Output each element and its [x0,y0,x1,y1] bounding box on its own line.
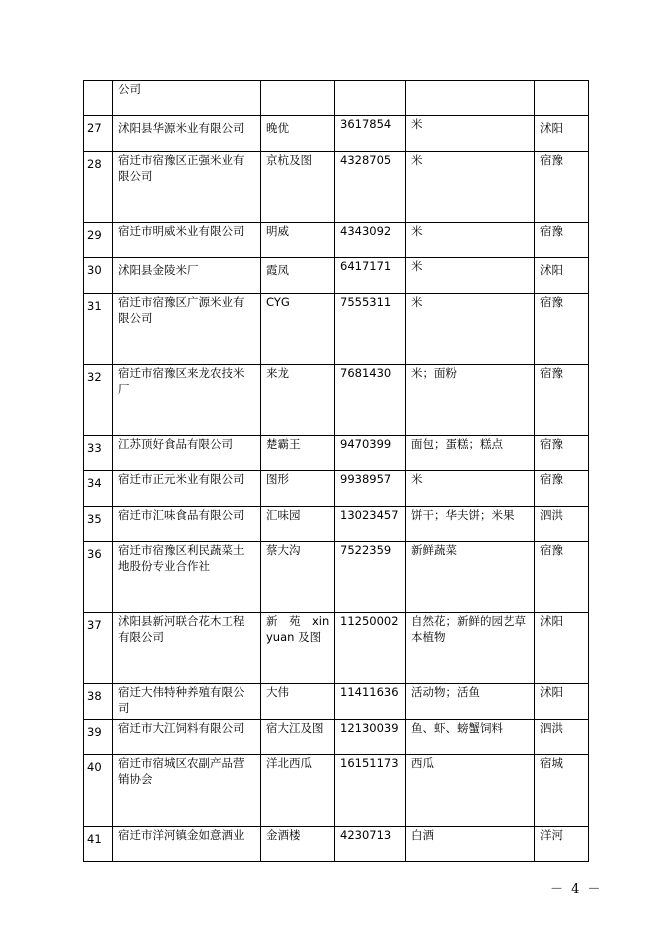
company-name: 宿迁市宿豫区来龙农技米 厂 [113,365,261,436]
goods: 新鲜蔬菜 [406,542,535,613]
region: 泗洪 [535,720,589,755]
row-number: 35 [84,507,113,542]
row-number [84,81,113,116]
trademark: 霞凤 [261,258,335,294]
trademark: 来龙 [261,365,335,436]
company-name: 宿迁市大江饲料有限公司 [113,720,261,755]
table-row [84,294,589,365]
goods: 米 [406,152,535,223]
goods: 西瓜 [406,755,535,827]
trademark: 新 苑 xin yuan 及图 [261,613,335,684]
company-name: 宿迁市汇味食品有限公司 [113,507,261,542]
registration-number: 9938957 [335,471,406,507]
table-row [84,613,589,684]
table-row [84,542,589,613]
table-row [84,152,589,223]
goods: 鱼、虾、螃蟹饲料 [406,720,535,755]
goods: 米 [406,223,535,258]
table-row [84,684,589,720]
row-number: 36 [84,542,113,613]
goods: 米 [406,294,535,365]
goods: 米 [406,116,535,152]
region: 沭阳 [535,116,589,152]
row-number: 40 [84,755,113,827]
table-row [84,507,589,542]
company-name: 江苏顶好食品有限公司 [113,436,261,471]
trademark: 宿大江及图 [261,720,335,755]
trademark: 京杭及图 [261,152,335,223]
company-name: 宿迁大伟特种养殖有限公 司 [113,684,261,720]
table-row [84,365,589,436]
trademark: 洋北西瓜 [261,755,335,827]
row-number: 30 [84,258,113,294]
registration-number: 4328705 [335,152,406,223]
company-name: 宿迁市宿城区农副产品营 销协会 [113,755,261,827]
goods: 米 [406,258,535,294]
registration-number [335,81,406,116]
goods: 自然花；新鲜的园艺草 本植物 [406,613,535,684]
table-row [84,827,589,862]
region: 宿豫 [535,223,589,258]
trademark: 蔡大沟 [261,542,335,613]
row-number: 34 [84,471,113,507]
table-row [84,223,589,258]
row-number: 32 [84,365,113,436]
registration-number: 7522359 [335,542,406,613]
row-number: 31 [84,294,113,365]
registration-number: 7555311 [335,294,406,365]
table-row [84,436,589,471]
trademark: 金酒楼 [261,827,335,862]
region: 洋河 [535,827,589,862]
row-number: 38 [84,684,113,720]
region: 宿豫 [535,152,589,223]
trademark: 楚霸王 [261,436,335,471]
goods [406,81,535,116]
registration-number: 9470399 [335,436,406,471]
company-name: 宿迁市宿豫区广源米业有 限公司 [113,294,261,365]
registration-number: 4343092 [335,223,406,258]
page-number: － 4 － [550,882,603,897]
company-name: 宿迁市宿豫区正强米业有 限公司 [113,152,261,223]
row-number: 39 [84,720,113,755]
region: 宿豫 [535,471,589,507]
region: 沭阳 [535,258,589,294]
company-name: 宿迁市正元米业有限公司 [113,471,261,507]
goods: 饼干；华夫饼；米果 [406,507,535,542]
region: 宿豫 [535,436,589,471]
region: 泗洪 [535,507,589,542]
region: 沭阳 [535,613,589,684]
registration-number: 7681430 [335,365,406,436]
row-number: 29 [84,223,113,258]
trademark [261,81,335,116]
row-number: 27 [84,116,113,152]
trademark: 汇味园 [261,507,335,542]
registration-number: 12130039 [335,720,406,755]
region [535,81,589,116]
row-number: 33 [84,436,113,471]
region: 宿豫 [535,294,589,365]
company-name: 宿迁市明威米业有限公司 [113,223,261,258]
row-number: 37 [84,613,113,684]
region: 宿豫 [535,365,589,436]
trademark-table [83,80,589,862]
trademark: 晚优 [261,116,335,152]
company-name: 宿迁市宿豫区利民蔬菜土 地股份专业合作社 [113,542,261,613]
goods: 米 [406,471,535,507]
region: 宿豫 [535,542,589,613]
table-row [84,471,589,507]
trademark: 大伟 [261,684,335,720]
goods: 白酒 [406,827,535,862]
registration-number: 16151173 [335,755,406,827]
company-name: 沭阳县新河联合花木工程 有限公司 [113,613,261,684]
registration-number: 6417171 [335,258,406,294]
trademark: 明威 [261,223,335,258]
trademark: 图形 [261,471,335,507]
company-name: 沭阳县金陵米厂 [113,258,261,294]
company-name: 沭阳县华源米业有限公司 [113,116,261,152]
row-number: 41 [84,827,113,862]
registration-number: 11250002 [335,613,406,684]
company-name: 公司 [113,81,261,116]
table-row [84,116,589,152]
table-row [84,755,589,827]
region: 沭阳 [535,684,589,720]
company-name: 宿迁市洋河镇金如意酒业 [113,827,261,862]
row-number: 28 [84,152,113,223]
trademark: CYG [261,294,335,365]
registration-number: 13023457 [335,507,406,542]
goods: 活动物；活鱼 [406,684,535,720]
table-row [84,81,589,116]
table-row [84,720,589,755]
registration-number: 4230713 [335,827,406,862]
region: 宿城 [535,755,589,827]
registration-number: 3617854 [335,116,406,152]
goods: 面包；蛋糕；糕点 [406,436,535,471]
registration-number: 11411636 [335,684,406,720]
goods: 米；面粉 [406,365,535,436]
table-row [84,258,589,294]
